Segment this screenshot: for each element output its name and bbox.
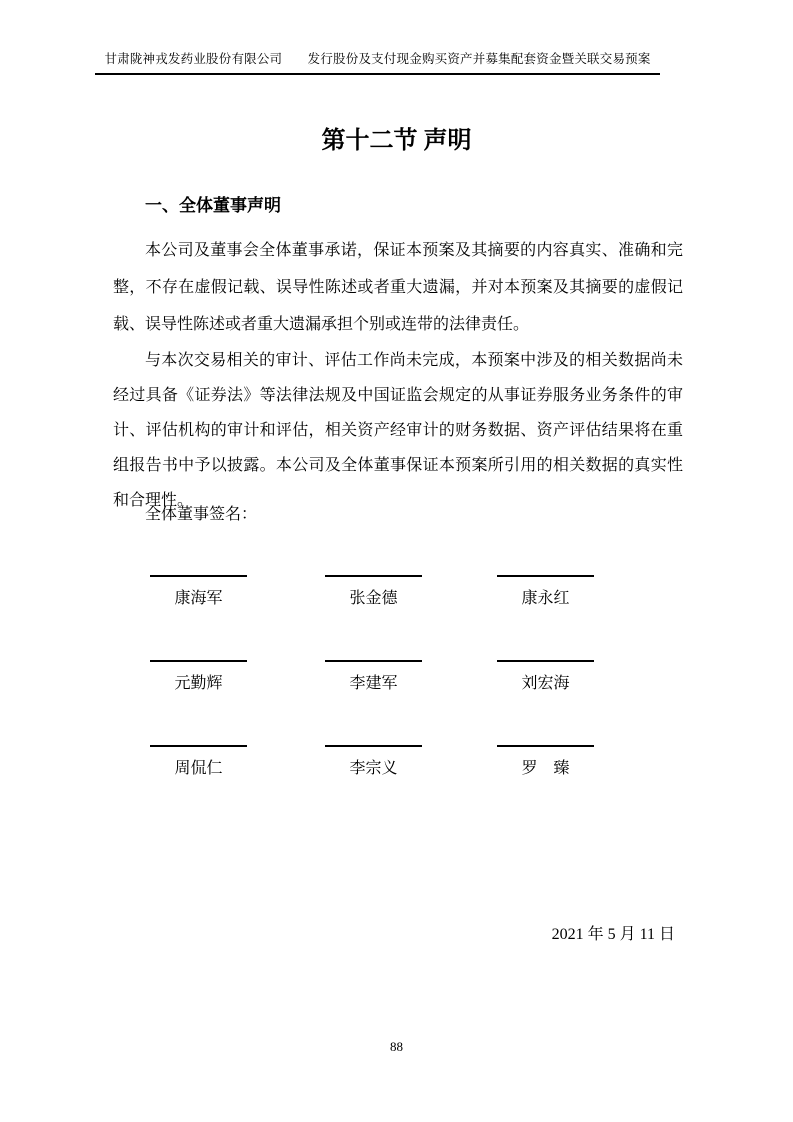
signature-name: 元勤辉 (174, 675, 223, 692)
paragraph-audit-evaluation-note: 与本次交易相关的审计、评估工作尚未完成，本预案中涉及的相关数据尚未经过具备《证券法》等法律法规及中国证监会规定的从事证券服务业务条件的审计、评估机构的审计和评估，相关资产经审计的财务数据、资产评估结果将在重组报告书中予以披露。本公司及全体董事保证本预案所引用的相关数据的真实性和合理性。 (113, 352, 683, 509)
signature-block (150, 575, 247, 609)
chapter-title: 第十二节 声明 (321, 128, 472, 154)
signature-name: 李宗义 (349, 760, 398, 777)
signature-block (497, 660, 594, 694)
document-date: 2021 年 5 月 11 日 (551, 926, 675, 943)
signature-name: 李建军 (349, 675, 398, 692)
signature-block (497, 575, 594, 609)
page-header-running-title: 甘肃陇神戎发药业股份有限公司 发行股份及支付现金购买资产并募集配套资金暨关联交易预案 (95, 50, 660, 75)
signature-block (497, 745, 594, 779)
signature-block (325, 575, 422, 609)
signature-name: 罗 臻 (521, 760, 570, 777)
signature-block (150, 660, 247, 694)
signature-name: 张金德 (349, 590, 398, 607)
page-number: 88 (390, 1039, 403, 1054)
signature-block (325, 660, 422, 694)
signature-section-label: 全体董事签名： (145, 506, 258, 523)
signature-name: 周侃仁 (174, 760, 223, 777)
signature-block (150, 745, 247, 779)
signature-name: 康海军 (174, 590, 223, 607)
signature-block (325, 745, 422, 779)
section-heading-all-directors-statement: 一、全体董事声明 (145, 196, 281, 215)
signature-name: 康永红 (521, 590, 570, 607)
signature-name: 刘宏海 (521, 675, 570, 692)
paragraph-directors-commitment: 本公司及董事会全体董事承诺，保证本预案及其摘要的内容真实、准确和完整，不存在虚假记载、误导性陈述或者重大遗漏，并对本预案及其摘要的虚假记载、误导性陈述或者重大遗漏承担个别或连带的法律责任。 (113, 242, 683, 333)
